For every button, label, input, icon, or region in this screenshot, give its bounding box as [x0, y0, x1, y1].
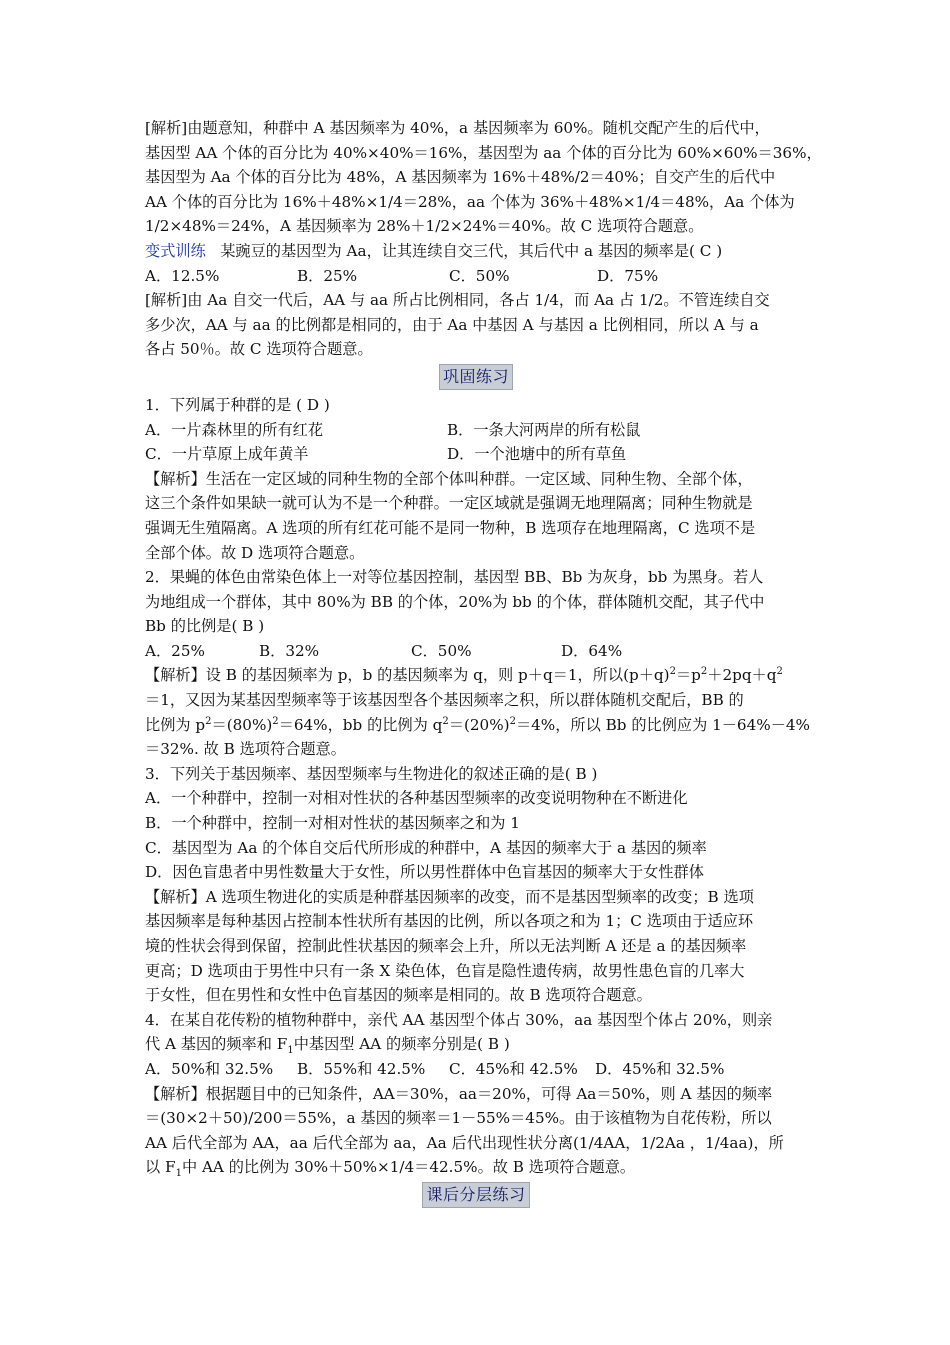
q3-option-d: D．因色盲患者中男性数量大于女性，所以男性群体中色盲基因的频率大于女性群体: [145, 863, 704, 882]
q1-option-a: A．一片森林里的所有红花: [145, 420, 324, 439]
variant-label: 变式训练: [145, 241, 206, 260]
q4-option-b: B．55%和 42.5%: [297, 1059, 426, 1078]
q2-option-a: A．25%: [145, 641, 205, 660]
q2-stem-1: 2．果蝇的体色由常染色体上一对等位基因控制，基因型 BB、Bb 为灰身，bb 为黑身。若人: [145, 568, 764, 587]
q4-stem-1: 4．在某自花传粉的植物种群中，亲代 AA 基因型个体占 30%，aa 基因型个体占 20%，则亲: [145, 1010, 773, 1029]
q2-stem-3: Bb 的比例是( B ): [145, 617, 265, 636]
q1-options-row2: [145, 442, 807, 467]
q1-analysis-3: 强调无生殖隔离。A 选项的所有红花可能不是同一物种，B 选项存在地理隔离，C 选项不是: [145, 518, 756, 537]
q4-options: [145, 1057, 807, 1082]
q2-analysis-3: 比例为 $p^2=(80\%)^2=64\%$，bb 的比例为 $q^2=(20\%)^2=4\%$，所以 Bb 的比例应为 1－64%－4%: [145, 715, 810, 734]
q4-analysis-1: 【解析】根据题目中的已知条件，AA＝30%，aa＝20%，可得 Aa＝50%，则 A 基因的频率: [145, 1084, 773, 1103]
intro-line-4: AA 个体的百分比为 16%＋48%×1/4＝28%，aa 个体为 36%＋48%×1/4＝48%，Aa 个体为: [145, 192, 795, 211]
q3-option-c: C．基因型为 Aa 的个体自交后代所形成的种群中，A 基因的频率大于 a 基因的频率: [145, 838, 707, 857]
q1-analysis-4: 全部个体。故 D 选项符合题意。: [145, 543, 365, 562]
q1-option-d: D．一个池塘中的所有草鱼: [447, 445, 627, 464]
q3-analysis-4: 更高；D 选项由于男性中只有一条 X 染色体，色盲是隐性遗传病，故男性患色盲的几率大: [145, 961, 745, 980]
intro-line-2: 基因型 AA 个体的百分比为 40%×40%＝16%，基因型为 aa 个体的百分比为 60%×60%＝36%，: [145, 143, 822, 162]
q3-analysis-1: 【解析】A 选项生物进化的实质是种群基因频率的改变，而不是基因型频率的改变；B 选项: [145, 887, 754, 906]
q1-option-c: C．一片草原上成年黄羊: [145, 445, 309, 464]
q2-analysis-4: ＝32%. 故 B 选项符合题意。: [145, 740, 346, 759]
q4-option-c: C．45%和 42.5%: [449, 1059, 578, 1078]
q4-option-a: A．50%和 32.5%: [145, 1059, 274, 1078]
q3-analysis-2: 基因频率是每种基因占控制本性状所有基因的比例，所以各项之和为 1；C 选项由于适应环: [145, 912, 754, 931]
section-title-homework: 课后分层练习: [422, 1182, 529, 1208]
q4-option-d: D．45%和 32.5%: [595, 1059, 725, 1078]
q3-option-b: B．一个种群中，控制一对相对性状的基因频率之和为 1: [145, 814, 520, 833]
variant-analysis-2: 多少次，AA 与 aa 的比例都是相同的，由于 Aa 中基因 A 与基因 a 比例相同，所以 A 与 a: [145, 315, 759, 334]
q2-stem-2: 为地组成一个群体，其中 80%为 BB 的个体，20%为 bb 的个体，群体随机交配，其子代中: [145, 592, 765, 611]
q1-options-row1: [145, 418, 807, 443]
section-title-consolidation: 巩固练习: [439, 364, 513, 390]
q3-option-a: A．一个种群中，控制一对相对性状的各种基因型频率的改变说明物种在不断进化: [145, 789, 688, 808]
variant-option-c: C．50%: [449, 266, 510, 285]
q3-analysis-5: 于女性，但在男性和女性中色盲基因的频率是相同的。故 B 选项符合题意。: [145, 986, 652, 1005]
q3-analysis-3: 境的性状会得到保留，控制此性状基因的频率会上升，所以无法判断 A 还是 a 的基因频率: [145, 937, 747, 955]
document-page: [145, 116, 822, 1211]
variant-option-d: D．75%: [597, 266, 659, 285]
q4-stem-2: 代 A 基因的频率和 $F_1$中基因型 AA 的频率分别是( B ): [145, 1035, 510, 1057]
variant-option-a: A．12.5%: [145, 266, 220, 285]
q2-options: [145, 639, 807, 664]
q1-option-b: B．一条大河两岸的所有松鼠: [447, 420, 641, 439]
q4-analysis-2: ＝(30×2＋50)/200＝55%，a 基因的频率＝1－55%＝45%。由于该植物为自花传粉，所以: [145, 1109, 772, 1128]
q2-option-c: C．50%: [411, 641, 472, 660]
q3-stem: 3．下列关于基因频率、基因型频率与生物进化的叙述正确的是( B ): [145, 764, 598, 783]
variant-analysis-3: 各占 50％。故 C 选项符合题意。: [145, 340, 373, 359]
q2-analysis-1: 【解析】设 B 的基因频率为 p，b 的基因频率为 q，则 p＋q＝1，所以$(p+q)^2=p^2+2pq+q^2$: [145, 666, 783, 685]
section-heading-wrap: [145, 364, 807, 390]
q1-analysis-2: 这三个条件如果缺一就可认为不是一个种群。一定区域就是强调无地理隔离；同种生物就是: [145, 494, 753, 513]
variant-options: [145, 264, 807, 289]
q4-analysis-3: AA 后代全部为 AA，aa 后代全部为 aa，Aa 后代出现性状分离(1/4AA，1/2Aa ，1/4aa)，所: [145, 1133, 784, 1152]
variant-analysis-1: [解析]由 Aa 自交一代后，AA 与 aa 所占比例相同，各占 1/4，而 Aa 占 1/2。不管连续自交: [145, 291, 770, 310]
q2-option-d: D．64%: [561, 641, 623, 660]
intro-line-3: 基因型为 Aa 个体的百分比为 48%，A 基因频率为 16%＋48%/2＝40%；自交产生的后代中: [145, 168, 776, 187]
q4-analysis-4: 以 $F_1$中 AA 的比例为 30%＋50%×1/4＝42.5%。故 B 选项符合题意。: [145, 1158, 636, 1180]
q1-stem: 1．下列属于种群的是 ( D ): [145, 395, 330, 414]
section-heading-wrap-2: [145, 1182, 807, 1208]
variant-question: 变式训练 某豌豆的基因型为 Aa，让其连续自交三代，其后代中 a 基因的频率是( C ): [145, 241, 723, 260]
q1-analysis-1: 【解析】生活在一定区域的同种生物的全部个体叫种群。一定区域、同种生物、全部个体，: [145, 469, 753, 488]
q2-option-b: B．32%: [259, 641, 320, 660]
intro-line-1: [解析]由题意知，种群中 A 基因频率为 40%，a 基因频率为 60%。随机交配产生的后代中，: [145, 119, 770, 137]
variant-option-b: B．25%: [297, 266, 358, 285]
intro-line-5: 1/2×48%＝24%，A 基因频率为 28%＋1/2×24%＝40%。故 C 选项符合题意。: [145, 217, 704, 236]
q2-analysis-2: ＝1，又因为某基因型频率等于该基因型各个基因频率之积，所以群体随机交配后，BB 的: [145, 691, 744, 710]
